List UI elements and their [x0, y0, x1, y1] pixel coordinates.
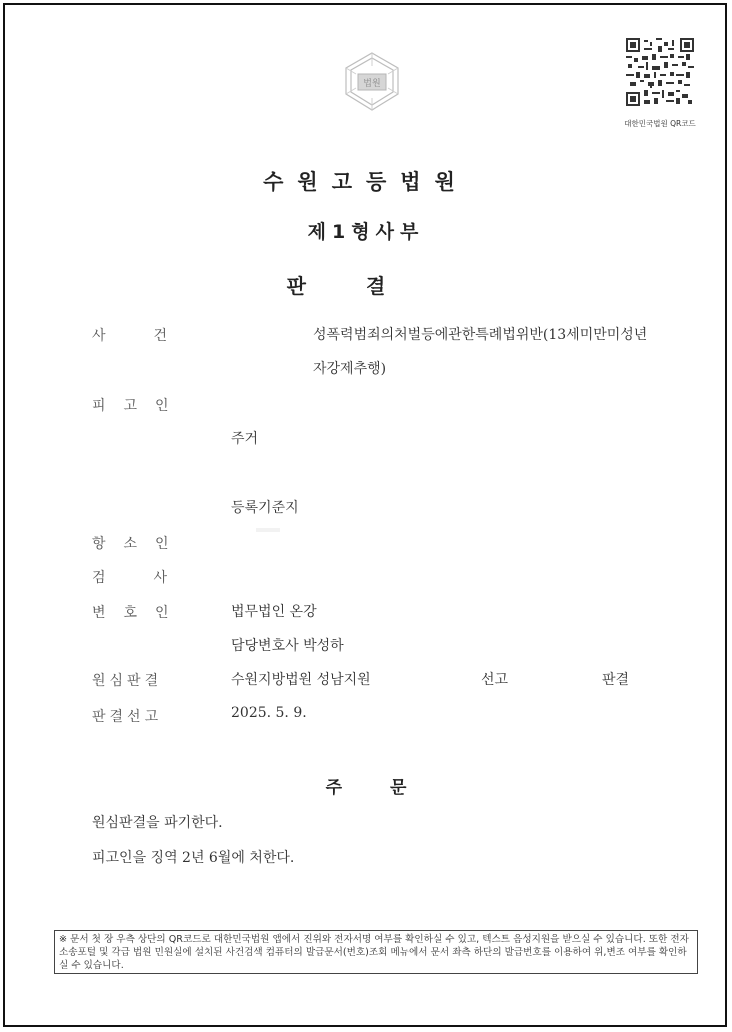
- court-name: 수원고등법원: [263, 170, 469, 194]
- decision-date-label: [92, 706, 162, 726]
- appellant-label: [92, 533, 187, 553]
- division-name: 제1형사부: [307, 221, 425, 243]
- case-value-line1: 성폭력범죄의처벌등에관한특례법위반(13세미만미성년: [313, 327, 648, 343]
- case-label-text: 사건: [92, 328, 216, 344]
- defendant-label: [92, 395, 187, 415]
- order-heading-text: 주문: [325, 778, 455, 798]
- order-line-2: 피고인을 징역 2년 6월에 처한다.: [92, 850, 295, 866]
- qr-caption: 대한민국법원 QR코드: [624, 119, 696, 128]
- lower-court-label-text: 원심판결: [92, 673, 163, 689]
- page-border: [3, 3, 727, 1027]
- decision-date-label-text: 판결선고: [92, 709, 163, 725]
- redacted-mark: [256, 528, 280, 532]
- case-value-line2: 자강제추행): [313, 361, 387, 377]
- counsel-attorney: 담당변호사 박성하: [231, 638, 344, 654]
- decision-date-value: 2025. 5. 9.: [231, 705, 307, 721]
- appellant-label-text: 항소인: [92, 536, 187, 552]
- prosecutor-label-text: 검사: [92, 570, 216, 586]
- order-line-1: 원심판결을 파기한다.: [92, 815, 223, 831]
- document-type: [0, 270, 732, 299]
- counsel-label: [92, 602, 187, 622]
- lower-court-label: [92, 670, 162, 690]
- lower-court-value: 수원지방법원 성남지원: [231, 672, 371, 688]
- defendant-label-text: 피고인: [92, 398, 187, 414]
- prosecutor-label: [92, 567, 215, 587]
- address-label: 주거: [231, 431, 259, 447]
- verification-notice: ※ 문서 첫 장 우측 상단의 QR코드로 대한민국법원 앱에서 진위와 전자서명 여부를 확인하실 수 있고, 텍스트 음성지원을 받으실 수 있습니다. 또한 전자소송포털 및 각급 법원 민원실에 설치된 사건검색 컴퓨터의 발급문서(번호)조회 메뉴에서 문서 좌측 하단의 발급번호를 이용하여 위,변조 여부를 확인하실 수 있습니다.: [54, 930, 698, 974]
- lower-court-judgment: 판결: [602, 672, 630, 688]
- emblem-text: 법원: [363, 79, 381, 89]
- counsel-label-text: 변호인: [92, 605, 187, 621]
- document-type-text: 판결: [286, 274, 446, 298]
- qr-code-icon[interactable]: [626, 38, 694, 106]
- court-emblem-icon: [338, 50, 406, 114]
- lower-court-sentenced: 선고: [481, 672, 509, 688]
- order-heading: [0, 773, 732, 798]
- counsel-firm: 법무법인 온강: [231, 604, 317, 620]
- registry-label: 등록기준지: [231, 500, 299, 516]
- case-label: [92, 325, 215, 345]
